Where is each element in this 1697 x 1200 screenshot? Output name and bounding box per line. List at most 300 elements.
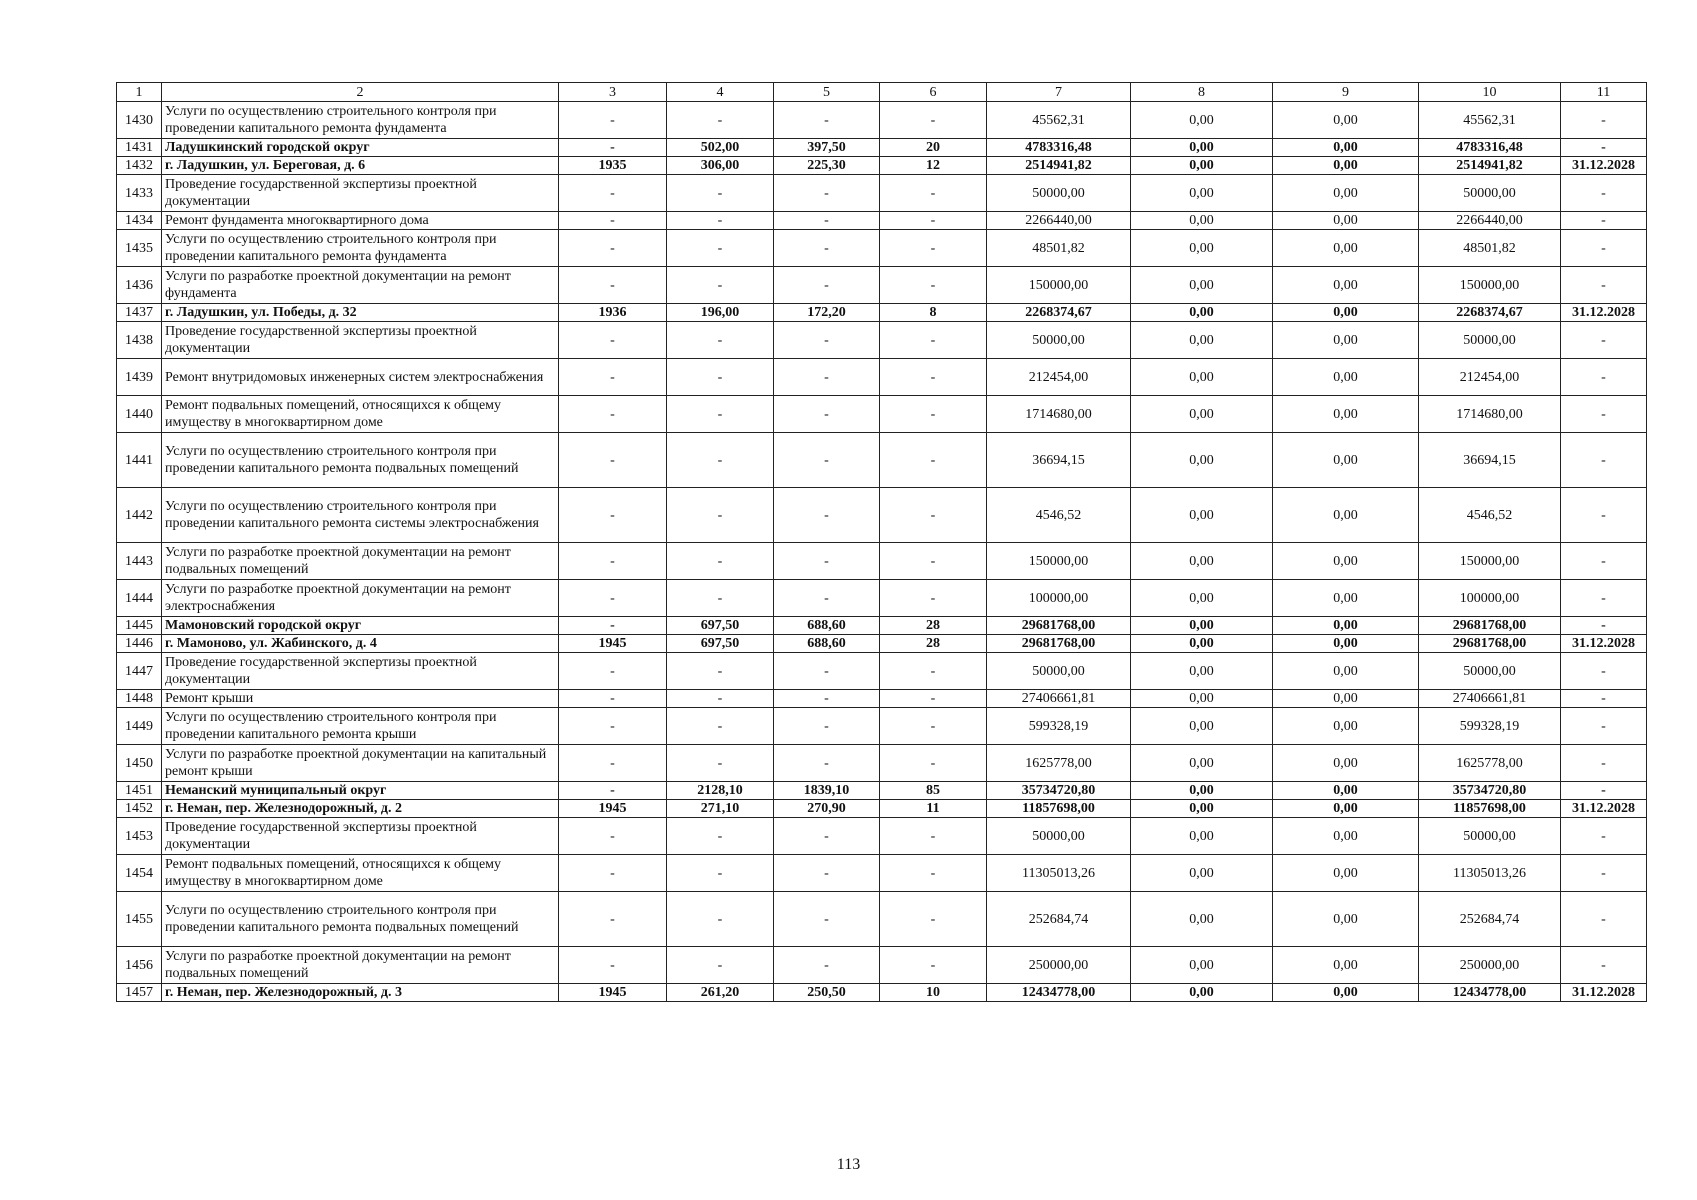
- description-cell: Проведение государственной экспертизы проектной документации: [162, 653, 559, 690]
- description-cell: Ремонт подвальных помещений, относящихся к общему имуществу в многоквартирном доме: [162, 855, 559, 892]
- row-number-cell: 1448: [117, 690, 162, 708]
- cost-owners-cell: 50000,00: [1419, 818, 1561, 855]
- row-number-cell: 1432: [117, 157, 162, 175]
- cost-regional-cell: 0,00: [1273, 543, 1419, 580]
- year-cell: -: [559, 212, 667, 230]
- cost-regional-cell: 0,00: [1273, 488, 1419, 543]
- area-total-cell: -: [667, 212, 774, 230]
- deadline-cell: -: [1561, 580, 1647, 617]
- cost-total-cell: 1714680,00: [987, 396, 1131, 433]
- residents-cell: 11: [880, 800, 987, 818]
- year-cell: -: [559, 818, 667, 855]
- residents-cell: -: [880, 580, 987, 617]
- cost-owners-cell: 2266440,00: [1419, 212, 1561, 230]
- residents-cell: 28: [880, 617, 987, 635]
- year-cell: -: [559, 855, 667, 892]
- area-total-cell: -: [667, 818, 774, 855]
- year-cell: -: [559, 653, 667, 690]
- residents-cell: -: [880, 175, 987, 212]
- area-total-cell: 697,50: [667, 635, 774, 653]
- cost-federal-cell: 0,00: [1131, 212, 1273, 230]
- cost-federal-cell: 0,00: [1131, 635, 1273, 653]
- residents-cell: -: [880, 396, 987, 433]
- deadline-cell: -: [1561, 690, 1647, 708]
- cost-regional-cell: 0,00: [1273, 653, 1419, 690]
- cost-total-cell: 2266440,00: [987, 212, 1131, 230]
- row-number-cell: 1449: [117, 708, 162, 745]
- column-number-header: 7: [987, 83, 1131, 102]
- description-cell: Услуги по разработке проектной документации на ремонт фундамента: [162, 267, 559, 304]
- cost-federal-cell: 0,00: [1131, 488, 1273, 543]
- deadline-cell: -: [1561, 543, 1647, 580]
- area-total-cell: 502,00: [667, 139, 774, 157]
- description-cell: г. Неман, пер. Железнодорожный, д. 3: [162, 984, 559, 1002]
- table-row: [117, 304, 1647, 322]
- cost-federal-cell: 0,00: [1131, 800, 1273, 818]
- cost-owners-cell: 4783316,48: [1419, 139, 1561, 157]
- cost-total-cell: 11857698,00: [987, 800, 1131, 818]
- cost-federal-cell: 0,00: [1131, 653, 1273, 690]
- cost-federal-cell: 0,00: [1131, 230, 1273, 267]
- cost-owners-cell: 150000,00: [1419, 543, 1561, 580]
- column-number-header: 4: [667, 83, 774, 102]
- table-row: [117, 745, 1647, 782]
- description-cell: Услуги по осуществлению строительного контроля при проведении капитального ремонта подвальных помещений: [162, 892, 559, 947]
- cost-federal-cell: 0,00: [1131, 396, 1273, 433]
- year-cell: 1936: [559, 304, 667, 322]
- residents-cell: -: [880, 212, 987, 230]
- description-cell: Ладушкинский городской округ: [162, 139, 559, 157]
- table-row: [117, 359, 1647, 396]
- table-row: [117, 984, 1647, 1002]
- table-row: [117, 322, 1647, 359]
- row-number-cell: 1440: [117, 396, 162, 433]
- table-row: [117, 488, 1647, 543]
- row-number-cell: 1433: [117, 175, 162, 212]
- table-row: [117, 212, 1647, 230]
- cost-federal-cell: 0,00: [1131, 782, 1273, 800]
- cost-total-cell: 4546,52: [987, 488, 1131, 543]
- residents-cell: 8: [880, 304, 987, 322]
- table-row: [117, 267, 1647, 304]
- table-row: [117, 157, 1647, 175]
- column-number-header: 5: [774, 83, 880, 102]
- cost-regional-cell: 0,00: [1273, 892, 1419, 947]
- description-cell: Услуги по осуществлению строительного контроля при проведении капитального ремонта фундамента: [162, 102, 559, 139]
- area-living-cell: -: [774, 690, 880, 708]
- area-total-cell: 261,20: [667, 984, 774, 1002]
- cost-total-cell: 250000,00: [987, 947, 1131, 984]
- area-living-cell: -: [774, 175, 880, 212]
- row-number-cell: 1430: [117, 102, 162, 139]
- cost-owners-cell: 150000,00: [1419, 267, 1561, 304]
- area-total-cell: -: [667, 322, 774, 359]
- cost-total-cell: 4783316,48: [987, 139, 1131, 157]
- cost-regional-cell: 0,00: [1273, 580, 1419, 617]
- row-number-cell: 1446: [117, 635, 162, 653]
- deadline-cell: -: [1561, 782, 1647, 800]
- area-living-cell: -: [774, 580, 880, 617]
- year-cell: -: [559, 230, 667, 267]
- area-living-cell: -: [774, 855, 880, 892]
- year-cell: -: [559, 102, 667, 139]
- cost-total-cell: 45562,31: [987, 102, 1131, 139]
- area-total-cell: -: [667, 230, 774, 267]
- residents-cell: -: [880, 745, 987, 782]
- table-row: [117, 433, 1647, 488]
- cost-regional-cell: 0,00: [1273, 322, 1419, 359]
- cost-total-cell: 150000,00: [987, 267, 1131, 304]
- column-number-header: 8: [1131, 83, 1273, 102]
- description-cell: Проведение государственной экспертизы проектной документации: [162, 322, 559, 359]
- cost-regional-cell: 0,00: [1273, 708, 1419, 745]
- year-cell: -: [559, 782, 667, 800]
- row-number-cell: 1457: [117, 984, 162, 1002]
- table-row: [117, 580, 1647, 617]
- deadline-cell: -: [1561, 855, 1647, 892]
- table-row: [117, 690, 1647, 708]
- area-living-cell: -: [774, 396, 880, 433]
- cost-federal-cell: 0,00: [1131, 139, 1273, 157]
- cost-federal-cell: 0,00: [1131, 543, 1273, 580]
- column-number-header: 2: [162, 83, 559, 102]
- cost-regional-cell: 0,00: [1273, 818, 1419, 855]
- area-total-cell: -: [667, 396, 774, 433]
- deadline-cell: -: [1561, 396, 1647, 433]
- table-row: [117, 892, 1647, 947]
- area-total-cell: -: [667, 855, 774, 892]
- cost-regional-cell: 0,00: [1273, 396, 1419, 433]
- cost-owners-cell: 48501,82: [1419, 230, 1561, 267]
- column-number-header: 10: [1419, 83, 1561, 102]
- cost-regional-cell: 0,00: [1273, 690, 1419, 708]
- cost-regional-cell: 0,00: [1273, 102, 1419, 139]
- residents-cell: 10: [880, 984, 987, 1002]
- residents-cell: -: [880, 892, 987, 947]
- cost-regional-cell: 0,00: [1273, 855, 1419, 892]
- cost-regional-cell: 0,00: [1273, 745, 1419, 782]
- cost-federal-cell: 0,00: [1131, 818, 1273, 855]
- residents-cell: -: [880, 947, 987, 984]
- cost-total-cell: 100000,00: [987, 580, 1131, 617]
- row-number-cell: 1437: [117, 304, 162, 322]
- residents-cell: -: [880, 653, 987, 690]
- cost-total-cell: 599328,19: [987, 708, 1131, 745]
- description-cell: Ремонт крыши: [162, 690, 559, 708]
- residents-cell: -: [880, 230, 987, 267]
- cost-owners-cell: 36694,15: [1419, 433, 1561, 488]
- cost-owners-cell: 4546,52: [1419, 488, 1561, 543]
- table-row: [117, 635, 1647, 653]
- area-living-cell: 172,20: [774, 304, 880, 322]
- repair-program-table: [116, 82, 1647, 1002]
- table-row: [117, 617, 1647, 635]
- cost-federal-cell: 0,00: [1131, 433, 1273, 488]
- cost-owners-cell: 599328,19: [1419, 708, 1561, 745]
- area-living-cell: -: [774, 653, 880, 690]
- cost-owners-cell: 252684,74: [1419, 892, 1561, 947]
- row-number-cell: 1441: [117, 433, 162, 488]
- area-living-cell: -: [774, 543, 880, 580]
- residents-cell: -: [880, 359, 987, 396]
- deadline-cell: -: [1561, 488, 1647, 543]
- description-cell: Проведение государственной экспертизы проектной документации: [162, 175, 559, 212]
- cost-total-cell: 12434778,00: [987, 984, 1131, 1002]
- table-body: [117, 102, 1647, 1002]
- row-number-cell: 1436: [117, 267, 162, 304]
- area-total-cell: -: [667, 653, 774, 690]
- deadline-cell: -: [1561, 653, 1647, 690]
- cost-regional-cell: 0,00: [1273, 635, 1419, 653]
- cost-total-cell: 27406661,81: [987, 690, 1131, 708]
- description-cell: г. Неман, пер. Железнодорожный, д. 2: [162, 800, 559, 818]
- area-total-cell: -: [667, 580, 774, 617]
- cost-total-cell: 48501,82: [987, 230, 1131, 267]
- cost-total-cell: 2268374,67: [987, 304, 1131, 322]
- cost-owners-cell: 2514941,82: [1419, 157, 1561, 175]
- table-row: [117, 230, 1647, 267]
- area-total-cell: -: [667, 488, 774, 543]
- cost-owners-cell: 11305013,26: [1419, 855, 1561, 892]
- table-row: [117, 800, 1647, 818]
- cost-federal-cell: 0,00: [1131, 855, 1273, 892]
- deadline-cell: -: [1561, 433, 1647, 488]
- cost-regional-cell: 0,00: [1273, 617, 1419, 635]
- year-cell: -: [559, 396, 667, 433]
- area-living-cell: -: [774, 818, 880, 855]
- cost-owners-cell: 12434778,00: [1419, 984, 1561, 1002]
- cost-owners-cell: 35734720,80: [1419, 782, 1561, 800]
- residents-cell: 85: [880, 782, 987, 800]
- description-cell: Ремонт подвальных помещений, относящихся к общему имуществу в многоквартирном доме: [162, 396, 559, 433]
- area-total-cell: -: [667, 433, 774, 488]
- residents-cell: 12: [880, 157, 987, 175]
- cost-regional-cell: 0,00: [1273, 139, 1419, 157]
- year-cell: -: [559, 745, 667, 782]
- deadline-cell: 31.12.2028: [1561, 157, 1647, 175]
- cost-owners-cell: 1714680,00: [1419, 396, 1561, 433]
- description-cell: Проведение государственной экспертизы проектной документации: [162, 818, 559, 855]
- table-row: [117, 139, 1647, 157]
- year-cell: 1945: [559, 635, 667, 653]
- cost-owners-cell: 27406661,81: [1419, 690, 1561, 708]
- year-cell: -: [559, 947, 667, 984]
- deadline-cell: -: [1561, 708, 1647, 745]
- area-living-cell: -: [774, 947, 880, 984]
- area-living-cell: -: [774, 230, 880, 267]
- area-total-cell: 271,10: [667, 800, 774, 818]
- cost-total-cell: 50000,00: [987, 322, 1131, 359]
- cost-regional-cell: 0,00: [1273, 984, 1419, 1002]
- area-total-cell: -: [667, 690, 774, 708]
- description-cell: г. Мамоново, ул. Жабинского, д. 4: [162, 635, 559, 653]
- deadline-cell: -: [1561, 230, 1647, 267]
- row-number-cell: 1447: [117, 653, 162, 690]
- cost-federal-cell: 0,00: [1131, 157, 1273, 175]
- deadline-cell: -: [1561, 745, 1647, 782]
- cost-owners-cell: 2268374,67: [1419, 304, 1561, 322]
- area-living-cell: 250,50: [774, 984, 880, 1002]
- row-number-cell: 1444: [117, 580, 162, 617]
- row-number-cell: 1450: [117, 745, 162, 782]
- residents-cell: -: [880, 690, 987, 708]
- deadline-cell: -: [1561, 892, 1647, 947]
- row-number-cell: 1451: [117, 782, 162, 800]
- cost-total-cell: 11305013,26: [987, 855, 1131, 892]
- table-row: [117, 396, 1647, 433]
- residents-cell: -: [880, 543, 987, 580]
- year-cell: -: [559, 322, 667, 359]
- deadline-cell: -: [1561, 818, 1647, 855]
- deadline-cell: -: [1561, 212, 1647, 230]
- cost-total-cell: 150000,00: [987, 543, 1131, 580]
- column-number-header: 1: [117, 83, 162, 102]
- deadline-cell: 31.12.2028: [1561, 304, 1647, 322]
- deadline-cell: -: [1561, 617, 1647, 635]
- area-total-cell: -: [667, 102, 774, 139]
- year-cell: 1935: [559, 157, 667, 175]
- cost-federal-cell: 0,00: [1131, 745, 1273, 782]
- year-cell: -: [559, 690, 667, 708]
- table-row: [117, 102, 1647, 139]
- description-cell: Услуги по разработке проектной документации на ремонт подвальных помещений: [162, 543, 559, 580]
- area-total-cell: -: [667, 708, 774, 745]
- cost-owners-cell: 250000,00: [1419, 947, 1561, 984]
- year-cell: -: [559, 267, 667, 304]
- year-cell: -: [559, 139, 667, 157]
- cost-federal-cell: 0,00: [1131, 359, 1273, 396]
- cost-total-cell: 2514941,82: [987, 157, 1131, 175]
- cost-regional-cell: 0,00: [1273, 157, 1419, 175]
- cost-federal-cell: 0,00: [1131, 580, 1273, 617]
- deadline-cell: 31.12.2028: [1561, 800, 1647, 818]
- cost-regional-cell: 0,00: [1273, 304, 1419, 322]
- description-cell: Мамоновский городской округ: [162, 617, 559, 635]
- cost-owners-cell: 212454,00: [1419, 359, 1561, 396]
- area-total-cell: -: [667, 947, 774, 984]
- description-cell: Ремонт внутридомовых инженерных систем электроснабжения: [162, 359, 559, 396]
- area-total-cell: 196,00: [667, 304, 774, 322]
- cost-regional-cell: 0,00: [1273, 433, 1419, 488]
- deadline-cell: 31.12.2028: [1561, 984, 1647, 1002]
- cost-federal-cell: 0,00: [1131, 690, 1273, 708]
- description-cell: Услуги по осуществлению строительного контроля при проведении капитального ремонта подвальных помещений: [162, 433, 559, 488]
- area-living-cell: 225,30: [774, 157, 880, 175]
- deadline-cell: -: [1561, 139, 1647, 157]
- area-total-cell: -: [667, 175, 774, 212]
- row-number-cell: 1456: [117, 947, 162, 984]
- column-number-header: 3: [559, 83, 667, 102]
- area-living-cell: 397,50: [774, 139, 880, 157]
- cost-federal-cell: 0,00: [1131, 984, 1273, 1002]
- cost-owners-cell: 100000,00: [1419, 580, 1561, 617]
- description-cell: Услуги по разработке проектной документации на ремонт электроснабжения: [162, 580, 559, 617]
- area-living-cell: -: [774, 102, 880, 139]
- cost-owners-cell: 29681768,00: [1419, 635, 1561, 653]
- table-row: [117, 855, 1647, 892]
- description-cell: Услуги по осуществлению строительного контроля при проведении капитального ремонта системы электроснабжения: [162, 488, 559, 543]
- cost-owners-cell: 50000,00: [1419, 653, 1561, 690]
- cost-total-cell: 50000,00: [987, 175, 1131, 212]
- area-living-cell: -: [774, 488, 880, 543]
- table-row: [117, 818, 1647, 855]
- cost-total-cell: 29681768,00: [987, 617, 1131, 635]
- cost-federal-cell: 0,00: [1131, 322, 1273, 359]
- area-total-cell: -: [667, 892, 774, 947]
- area-living-cell: -: [774, 745, 880, 782]
- row-number-cell: 1445: [117, 617, 162, 635]
- description-cell: Ремонт фундамента многоквартирного дома: [162, 212, 559, 230]
- year-cell: -: [559, 580, 667, 617]
- description-cell: г. Ладушкин, ул. Победы, д. 32: [162, 304, 559, 322]
- year-cell: -: [559, 488, 667, 543]
- deadline-cell: -: [1561, 267, 1647, 304]
- cost-regional-cell: 0,00: [1273, 230, 1419, 267]
- residents-cell: -: [880, 102, 987, 139]
- cost-federal-cell: 0,00: [1131, 175, 1273, 212]
- area-total-cell: 697,50: [667, 617, 774, 635]
- residents-cell: -: [880, 708, 987, 745]
- cost-federal-cell: 0,00: [1131, 267, 1273, 304]
- cost-owners-cell: 29681768,00: [1419, 617, 1561, 635]
- area-living-cell: -: [774, 892, 880, 947]
- year-cell: -: [559, 617, 667, 635]
- column-number-header: 9: [1273, 83, 1419, 102]
- cost-total-cell: 29681768,00: [987, 635, 1131, 653]
- description-cell: Услуги по разработке проектной документации на капитальный ремонт крыши: [162, 745, 559, 782]
- area-total-cell: -: [667, 745, 774, 782]
- deadline-cell: -: [1561, 102, 1647, 139]
- deadline-cell: -: [1561, 947, 1647, 984]
- area-total-cell: 306,00: [667, 157, 774, 175]
- description-cell: Услуги по осуществлению строительного контроля при проведении капитального ремонта фундамента: [162, 230, 559, 267]
- residents-cell: -: [880, 267, 987, 304]
- area-total-cell: -: [667, 267, 774, 304]
- area-living-cell: -: [774, 212, 880, 230]
- deadline-cell: 31.12.2028: [1561, 635, 1647, 653]
- row-number-cell: 1443: [117, 543, 162, 580]
- year-cell: -: [559, 175, 667, 212]
- cost-owners-cell: 45562,31: [1419, 102, 1561, 139]
- description-cell: Услуги по разработке проектной документации на ремонт подвальных помещений: [162, 947, 559, 984]
- cost-total-cell: 252684,74: [987, 892, 1131, 947]
- row-number-cell: 1452: [117, 800, 162, 818]
- cost-total-cell: 1625778,00: [987, 745, 1131, 782]
- area-living-cell: -: [774, 322, 880, 359]
- cost-total-cell: 50000,00: [987, 653, 1131, 690]
- residents-cell: -: [880, 322, 987, 359]
- description-cell: Неманский муниципальный округ: [162, 782, 559, 800]
- area-living-cell: 688,60: [774, 635, 880, 653]
- table-row: [117, 543, 1647, 580]
- table-row: [117, 782, 1647, 800]
- cost-federal-cell: 0,00: [1131, 892, 1273, 947]
- row-number-cell: 1455: [117, 892, 162, 947]
- column-number-row: [117, 83, 1647, 102]
- cost-regional-cell: 0,00: [1273, 782, 1419, 800]
- residents-cell: -: [880, 433, 987, 488]
- cost-federal-cell: 0,00: [1131, 102, 1273, 139]
- description-cell: Услуги по осуществлению строительного контроля при проведении капитального ремонта крыши: [162, 708, 559, 745]
- row-number-cell: 1439: [117, 359, 162, 396]
- row-number-cell: 1454: [117, 855, 162, 892]
- table-row: [117, 708, 1647, 745]
- row-number-cell: 1431: [117, 139, 162, 157]
- area-living-cell: -: [774, 267, 880, 304]
- row-number-cell: 1435: [117, 230, 162, 267]
- row-number-cell: 1434: [117, 212, 162, 230]
- area-living-cell: 270,90: [774, 800, 880, 818]
